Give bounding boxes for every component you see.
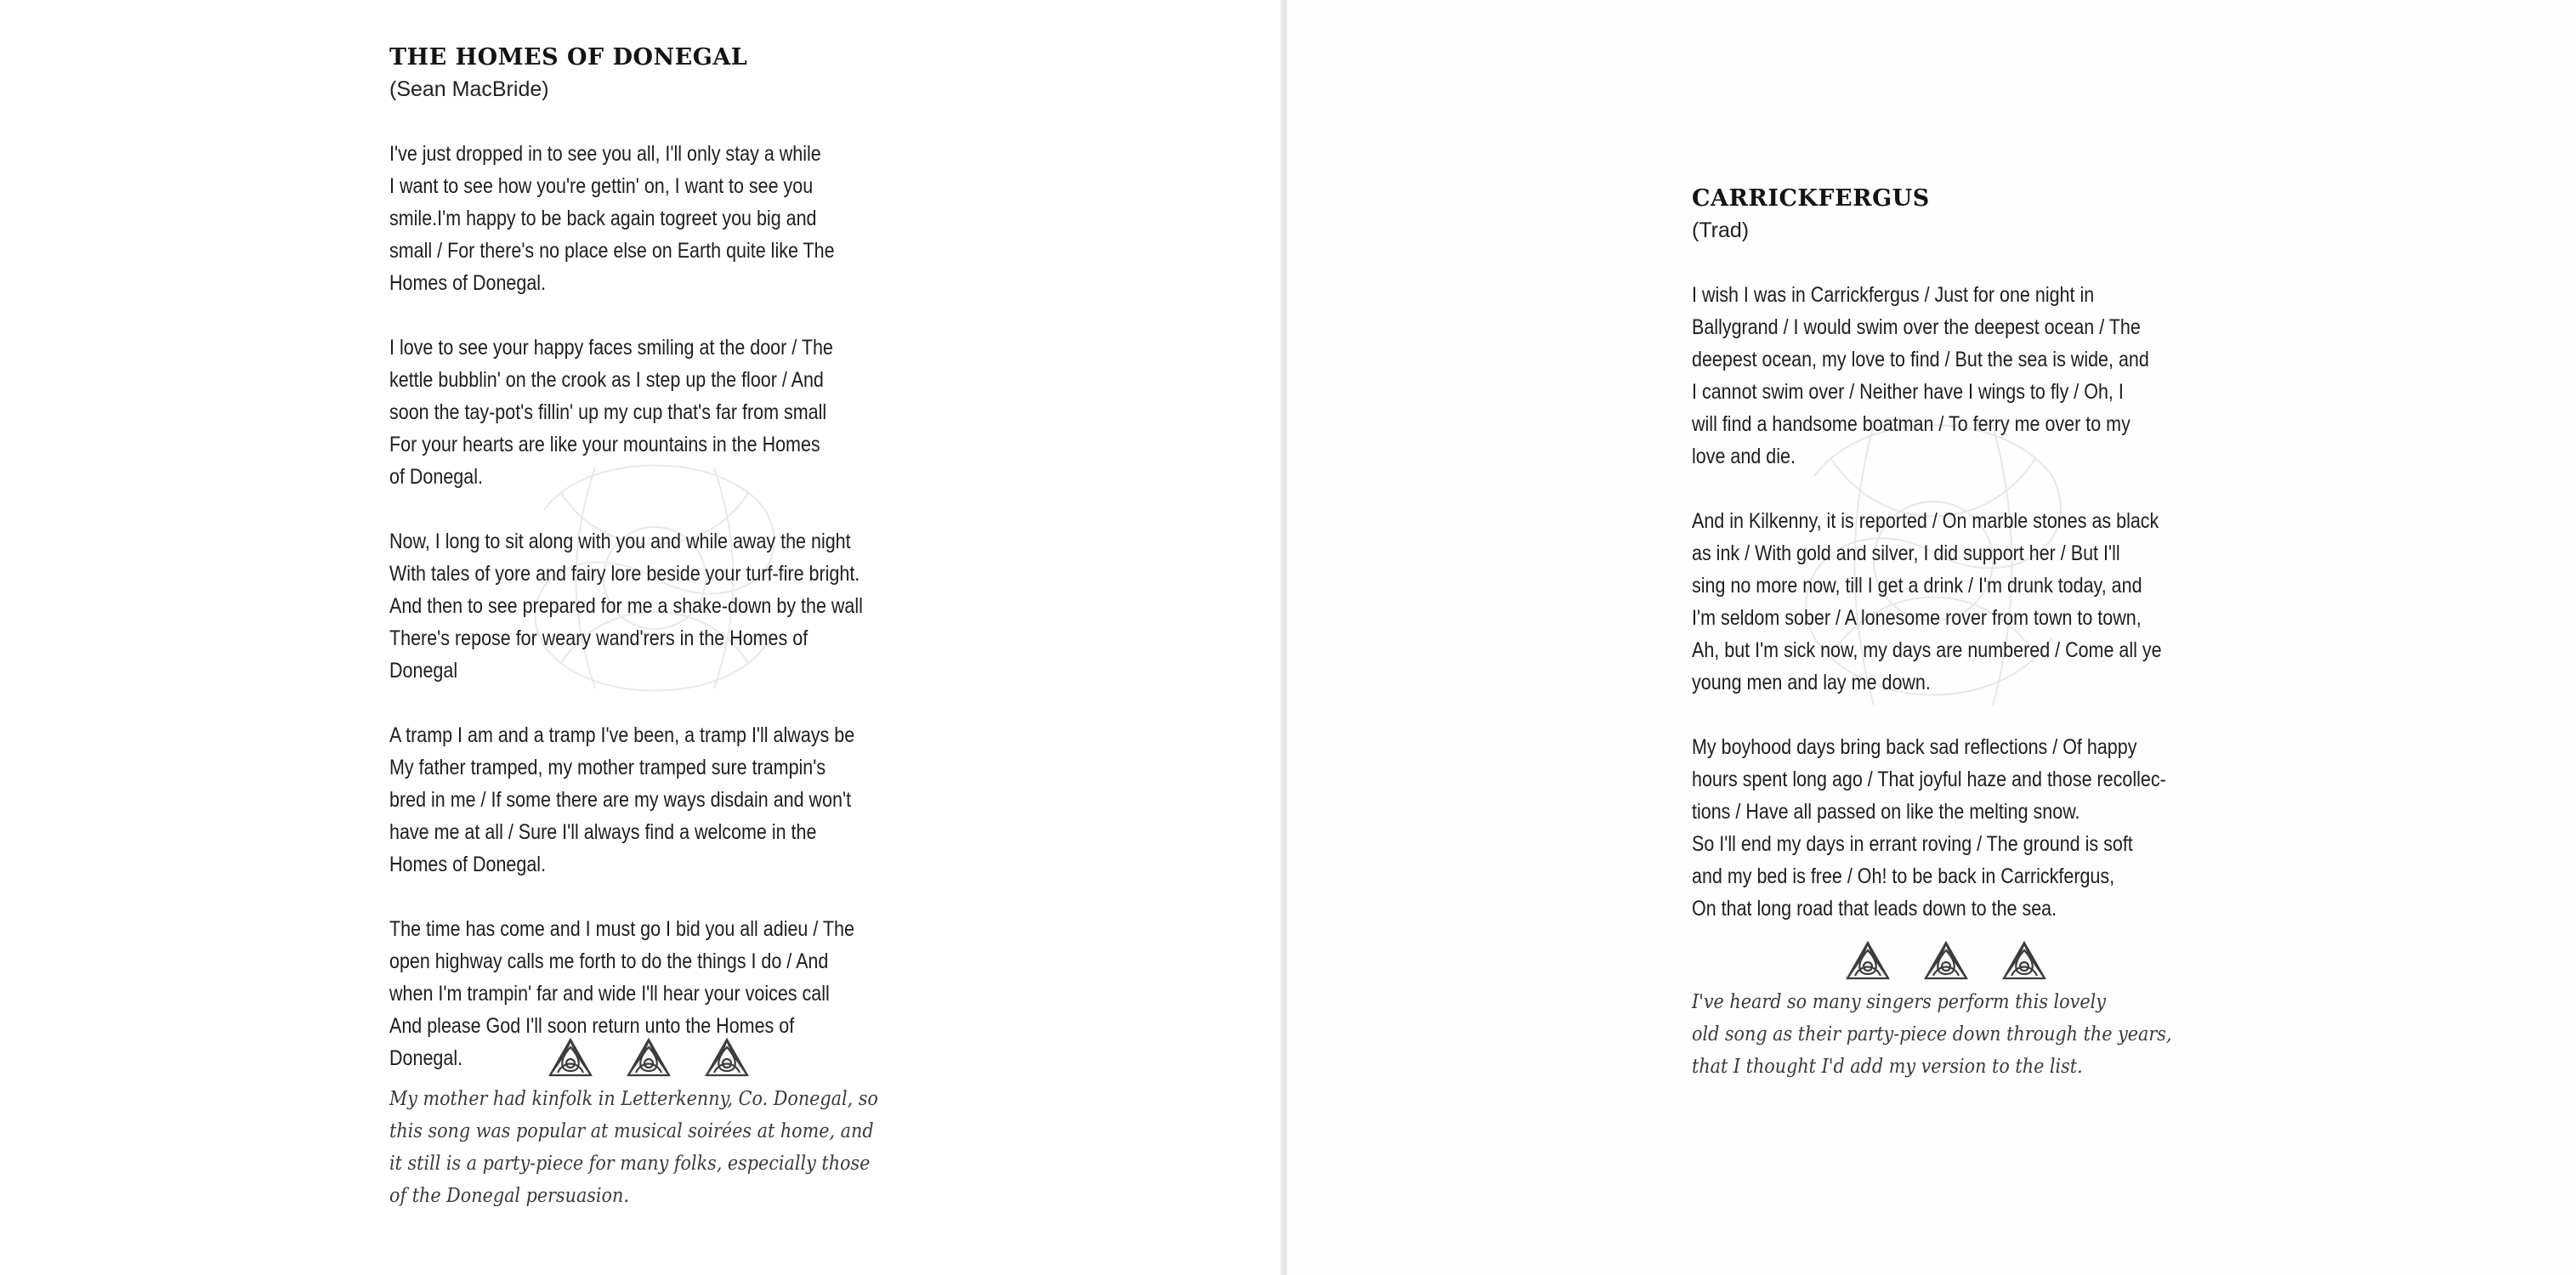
lyric-line: For your hearts are like your mountains in the Homes <box>389 433 820 456</box>
song-title: CARRICKFERGUS <box>1692 185 1930 212</box>
lyric-line: Ah, but I'm sick now, my days are numbered / Come all ye <box>1692 638 2162 662</box>
lyric-line: when I'm trampin' far and wide I'll hear your voices call <box>389 982 830 1006</box>
lyric-line: There's repose for weary wand'rers in the Homes of <box>389 626 809 650</box>
lyric-line: will find a handsome boatman / To ferry me over to my <box>1692 412 2131 436</box>
verse-1 <box>1692 279 2186 473</box>
song-credit: (Trad) <box>1692 218 1750 242</box>
song-carrickfergus <box>1692 184 2187 1083</box>
lyric-line: hours spent long ago / That joyful haze and those recollec- <box>1692 768 2166 791</box>
lyric-line: A tramp I am and a tramp I've been, a tramp I'll always be <box>389 723 855 747</box>
lyric-line: Ballygrand / I would swim over the deepest ocean / The <box>1692 315 2141 339</box>
song-homes-of-donegal <box>389 42 888 1212</box>
ornament-row <box>1845 940 2187 981</box>
lyric-line: sing no more now, till I get a drink / I'm drunk today, and <box>1692 574 2142 598</box>
right-page <box>1287 0 2576 1275</box>
song-note <box>389 1083 887 1212</box>
lyric-line: soon the tay-pot's fillin' up my cup that's far from small <box>389 400 827 424</box>
verse-5 <box>389 913 887 1074</box>
note-line: this song was popular at musical soirées at home, and <box>389 1120 874 1142</box>
lyric-line: love and die. <box>1692 445 1796 468</box>
lyric-line: And then to see prepared for me a shake-down by the wall <box>389 594 863 618</box>
note-line: that I thought I'd add my version to the list. <box>1692 1056 2083 1078</box>
lyric-line: have me at all / Sure I'll always find a welcome in the <box>389 820 817 844</box>
lyric-line: I love to see your happy faces smiling at the door / The <box>389 336 833 360</box>
lyric-line: Now, I long to sit along with you and while away the night <box>389 530 851 553</box>
lyric-line: My boyhood days bring back sad reflections / Of happy <box>1692 735 2137 759</box>
lyric-line: smile.I'm happy to be back again togreet you big and <box>389 207 817 230</box>
lyric-line: Homes of Donegal. <box>389 271 547 295</box>
lyric-line: bred in me / If some there are my ways disdain and won't <box>389 788 852 812</box>
celtic-triquetra-icon <box>1845 940 1891 981</box>
lyric-line: as ink / With gold and silver, I did support her / But I'll <box>1692 541 2120 565</box>
song-credit: (Sean MacBride) <box>389 77 549 101</box>
lyric-line: Homes of Donegal. <box>389 853 547 876</box>
lyric-line: And in Kilkenny, it is reported / On marble stones as black <box>1692 509 2159 533</box>
lyric-line: My father tramped, my mother tramped sure trampin's <box>389 756 826 779</box>
lyric-line: And please God I'll soon return unto the Homes of <box>389 1014 795 1038</box>
lyric-line: kettle bubblin' on the crook as I step up the floor / And <box>389 368 824 392</box>
verse-3 <box>1692 731 2186 925</box>
note-line: I've heard so many singers perform this lovely <box>1692 991 2106 1013</box>
verse-2 <box>389 332 887 493</box>
verse-3 <box>389 525 887 687</box>
song-note <box>1692 986 2186 1083</box>
lyric-line: of Donegal. <box>389 465 483 489</box>
celtic-triquetra-icon <box>2001 940 2047 981</box>
lyric-line: The time has come and I must go I bid you all adieu / The <box>389 917 854 941</box>
lyric-line: deepest ocean, my love to find / But the sea is wide, and <box>1692 348 2149 371</box>
lyric-line: young men and lay me down. <box>1692 671 1931 694</box>
lyric-line: On that long road that leads down to the sea. <box>1692 897 2057 921</box>
lyric-line: I've just dropped in to see you all, I'll only stay a while <box>389 142 821 166</box>
song-title: THE HOMES OF DONEGAL <box>389 44 748 71</box>
note-line: My mother had kinfolk in Letterkenny, Co. Donegal, so <box>389 1088 878 1110</box>
celtic-triquetra-icon <box>1923 940 1969 981</box>
note-line: old song as their party-piece down through the years, <box>1692 1023 2172 1046</box>
lyric-line: I wish I was in Carrickfergus / Just for one night in <box>1692 283 2095 307</box>
lyric-line: With tales of yore and fairy lore beside your turf-fire bright. <box>389 562 860 586</box>
lyric-line: I want to see how you're gettin' on, I want to see you <box>389 174 814 198</box>
left-page <box>0 0 1284 1275</box>
lyric-line: small / For there's no place else on Earth quite like The <box>389 239 835 263</box>
lyric-line: open highway calls me forth to do the things I do / And <box>389 949 829 973</box>
lyric-line: So I'll end my days in errant roving / The ground is soft <box>1692 832 2133 856</box>
verse-4 <box>389 719 887 881</box>
lyric-line: tions / Have all passed on like the melting snow. <box>1692 800 2080 824</box>
verse-2 <box>1692 505 2186 699</box>
lyric-line: I'm seldom sober / A lonesome rover from town to town, <box>1692 606 2142 630</box>
verse-1 <box>389 138 887 299</box>
note-line: of the Donegal persuasion. <box>389 1185 629 1207</box>
lyric-line: Donegal <box>389 659 458 683</box>
lyric-line: and my bed is free / Oh! to be back in Carrickfergus, <box>1692 864 2115 888</box>
note-line: it still is a party-piece for many folks, especially those <box>389 1153 871 1175</box>
lyric-line: I cannot swim over / Neither have I wings to fly / Oh, I <box>1692 380 2124 404</box>
lyric-line: Donegal. <box>389 1046 463 1070</box>
